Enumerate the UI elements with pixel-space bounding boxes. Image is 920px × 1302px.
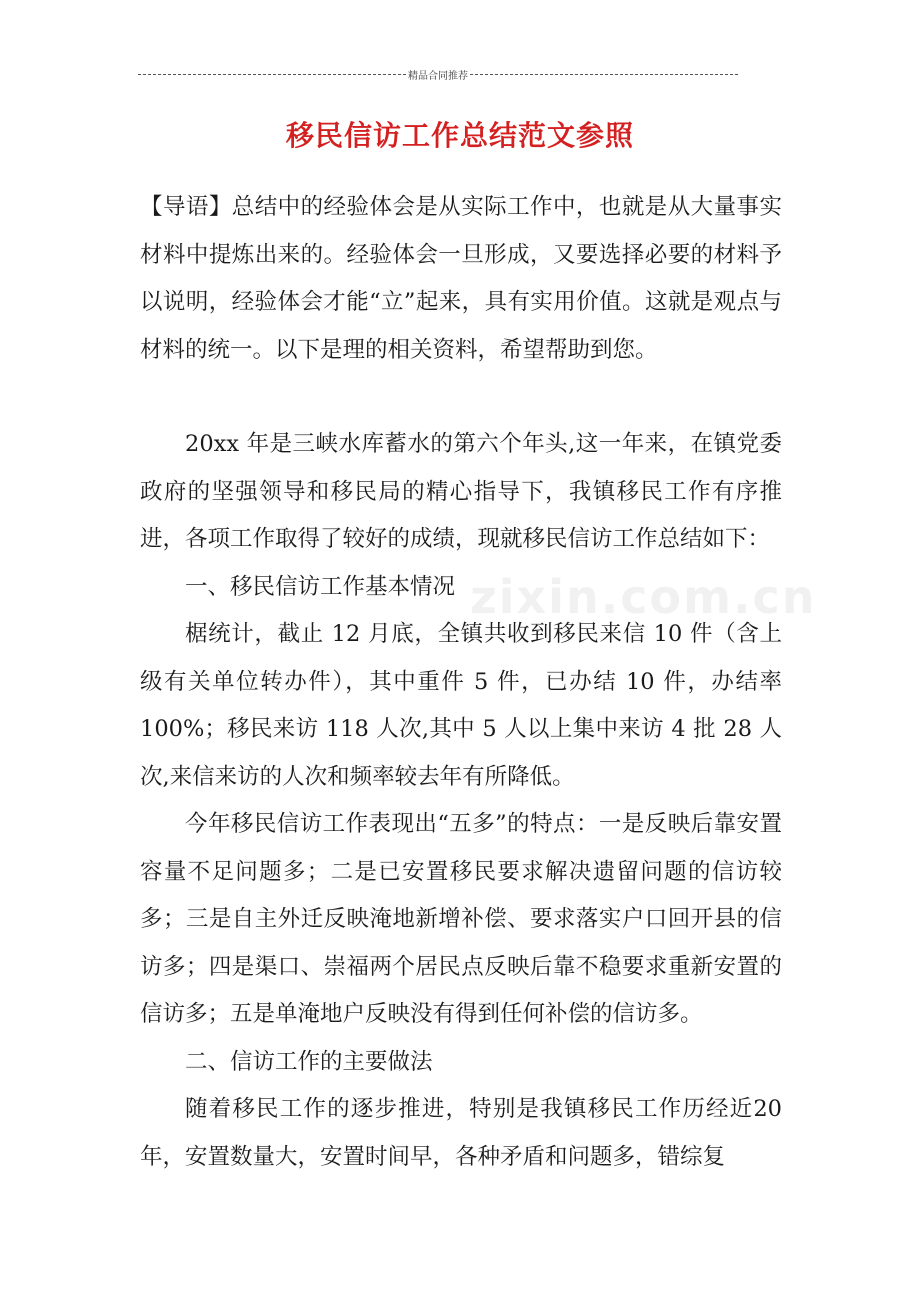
paragraph-1: 20xx 年是三峡水库蓄水的第六个年头,这一年来，在镇党委政府的坚强领导和移民局的精心指导下，我镇移民工作有序推进，各项工作取得了较好的成绩，现就移民信访工作总结如下： xyxy=(140,431,782,552)
watermark: zixin.com.cn xyxy=(470,570,817,624)
header-dash-left xyxy=(138,74,406,75)
section-heading-1: 一、移民信访工作基本情况 xyxy=(185,573,456,600)
paragraph-4: 随着移民工作的逐步推进，特别是我镇移民工作历经近20 年，安置数量大，安置时间早，各种矛盾和问题多，错综复 xyxy=(140,1096,782,1170)
paragraph-2: 椐统计，截止 12 月底，全镇共收到移民来信 10 件（含上级有关单位转办件），其中重件 5 件，已办结 10 件，办结率100%；移民来访 118 人次,其中 5 人以上集中来访 4 批 28 人次,来信来访的人次和频率较去年有所降低。 xyxy=(140,621,782,790)
paragraph-3: 今年移民信访工作表现出“五多”的特点：一是反映后靠安置容量不足问题多；二是已安置移民要求解决遗留问题的信访较多；三是自主外迁反映淹地新增补偿、要求落实户口回开县的信访多；四是渠口、崇福两个居民点反映后靠不稳要求重新安置的信访多；五是单淹地户反映没有得到任何补偿的信访多。 xyxy=(140,811,782,1027)
document-body xyxy=(140,184,782,1181)
header-divider xyxy=(138,66,738,82)
header-dash-right xyxy=(470,74,738,75)
paragraph-gap xyxy=(140,374,782,421)
section-heading-2: 二、信访工作的主要做法 xyxy=(185,1048,433,1075)
document-title: 移民信访工作总结范文参照 xyxy=(285,119,634,152)
header-label: 精品合同推荐 xyxy=(408,70,468,82)
intro-paragraph: 【导语】总结中的经验体会是从实际工作中，也就是从大量事实材料中提炼出来的。经验体会一旦形成，又要选择必要的材料予以说明，经验体会才能“立”起来，具有实用价值。这就是观点与材料的统一。以下是理的相关资料，希望帮助到您。 xyxy=(140,194,782,363)
